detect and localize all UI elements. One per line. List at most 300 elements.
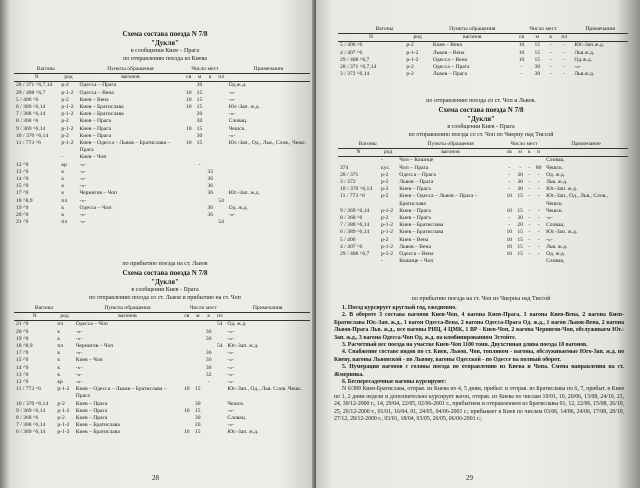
seats-sv: 10: [506, 251, 513, 258]
table-row: [338, 208, 628, 215]
wagon-number: [338, 157, 379, 165]
wagon-type: к: [61, 190, 65, 197]
wagon-number: 20 ^9: [16, 328, 29, 335]
seats-sv: 10: [506, 236, 513, 243]
page-number-left: 28: [152, 474, 159, 482]
table-row: [14, 198, 310, 205]
seats-m: 30: [194, 415, 201, 422]
wagon-number: 374: [340, 164, 349, 171]
wagon-type: р-2: [61, 82, 69, 89]
seats-sv: [504, 157, 515, 165]
note: [227, 169, 310, 176]
note: -»-: [228, 212, 236, 219]
table-row: [14, 219, 310, 226]
header-wagons: Вагоны: [358, 141, 377, 147]
seats-m: 30: [194, 400, 201, 407]
seats-pl: -: [537, 251, 540, 258]
wagon-type: р-1-2: [380, 243, 394, 250]
seats-k: 36: [205, 350, 212, 357]
seats-m: 30: [196, 82, 203, 89]
wagon-type: р-1-2: [57, 422, 70, 429]
route: Одесса – Вена: [432, 56, 468, 63]
table-row: [14, 329, 310, 336]
wagon-type: к: [57, 364, 61, 371]
table-row: [338, 42, 628, 50]
seats-sv: -: [508, 179, 511, 186]
table-row: [14, 212, 310, 219]
table-row: [338, 251, 628, 258]
subheader-sv: св: [183, 74, 194, 82]
route: Чоп – Прага: [399, 164, 429, 171]
seats-sv: [181, 343, 192, 350]
route: Киев – Прага: [79, 118, 112, 125]
seats-sv: [183, 82, 194, 90]
seats-k: -: [549, 56, 552, 63]
wagon-type: р-1-2: [406, 49, 419, 56]
seats-pl: [214, 415, 225, 422]
seats-m: [194, 212, 205, 219]
seats-m: 15: [534, 56, 541, 63]
wagon-number: 8 / 368 ^6: [16, 118, 39, 125]
wagon-number: 6 / 389 ^6,14: [340, 229, 370, 236]
seats-pl: 54: [216, 321, 223, 328]
table-row: [338, 165, 628, 172]
header-points: Пункты обращения: [449, 26, 496, 32]
table-row: [14, 90, 310, 97]
subheader-n: N: [338, 34, 404, 42]
seats-m: [192, 329, 203, 336]
seats-pl: [214, 429, 225, 436]
right-title: Схема состава поезда N 7/8: [438, 106, 524, 114]
note: -»-: [227, 357, 234, 364]
subheader-sv: св: [504, 149, 515, 157]
header-seats: Число мест: [529, 26, 557, 32]
left-footer-1: по прибытию поезда на ст. Львов: [122, 261, 208, 267]
table-row: [14, 140, 310, 154]
note: Юг.-Зап. ж.д.: [227, 343, 259, 350]
route: Киев – Вена: [432, 42, 462, 49]
seats-m: 15: [534, 49, 541, 56]
wagon-number: 29 / 408 ^6,7: [340, 251, 370, 258]
route: Чернигов – Чоп: [75, 343, 114, 350]
wagon-number: 7 / 388 ^6,14: [16, 111, 46, 118]
left-subtitle-1a: в сообщении Киев – Прага: [130, 48, 200, 54]
seats-sv: [183, 154, 194, 161]
note-2: 2. В обороте 3 состава вагонов Киев-Чоп, 4 вагона Киев-Прага, 3 вагона Киев-Вена, 2 вагона Киев-Братислава Юг.-Зап. ж.д., 1 вагон Одесса-Вена, 2 вагона Одесса-Прага Од. ж.д., 1 вагон Львов-Вена, 2 вагона Львов-Прага Льв. ж.д., все вагоны РИЦ, 4 ЦМК, 1 ВР - Киев-Чоп, 2 вагона Чернигов-Чоп, обслуживаем Юг.-Зап. ж.д., 3 вагона Одесса-Чоп Од. ж.д. на комбинированном Эстойте.: [334, 312, 624, 341]
seats-m: [194, 176, 205, 183]
seats-k: [203, 401, 214, 408]
left-subtitle-2b: по отправлению поезда со ст. Львов и прибытию на ст. Чоп: [89, 295, 241, 301]
seats-sv: [181, 336, 192, 343]
seats-m: 15: [196, 104, 203, 111]
seats-pl: [214, 379, 225, 386]
table-row: [14, 372, 310, 379]
seats-m: [192, 343, 203, 350]
seats-sv: [183, 118, 194, 125]
wagon-type: р-1-2: [61, 89, 74, 96]
wagon-number: 18 ^8,9: [16, 343, 33, 350]
seats-pl: [216, 111, 227, 118]
wagon-type: р-1-2: [61, 125, 74, 132]
route: Киев – Братислава: [75, 429, 120, 436]
note: -»-: [227, 364, 234, 371]
seats-pl: -: [563, 71, 566, 78]
table-row: [14, 422, 310, 429]
seats-k: [205, 90, 216, 97]
header-points: Пункты обращения: [104, 305, 151, 311]
seats-m: [515, 157, 526, 165]
seats-k: [205, 219, 216, 226]
table-row: [14, 190, 310, 197]
wagon-number: [338, 258, 379, 265]
left-subtitle-2a: в сообщении Киев - Прага: [131, 287, 199, 293]
seats-m: [194, 190, 205, 197]
wagon-number: 13 ^9: [16, 168, 29, 175]
table-row: [14, 82, 310, 90]
page-number-right: 29: [466, 474, 473, 482]
header-wagons: Вагоны: [36, 66, 55, 72]
seats-pl: 80: [535, 164, 542, 171]
note: [227, 176, 310, 183]
wagon-type: р-1-2: [380, 207, 394, 214]
seats-sv: 10: [183, 407, 190, 414]
seats-pl: [216, 140, 227, 154]
seats-k: [205, 198, 216, 205]
wagon-number: 14 ^9: [16, 364, 29, 371]
seats-pl: [216, 82, 227, 90]
seats-sv: 10: [518, 56, 525, 63]
wagon-number: 8 / 368 ^6: [16, 415, 39, 422]
seats-k: [526, 258, 534, 265]
table-row: [14, 118, 310, 125]
subheader-pl: пл: [216, 74, 227, 82]
route: -»-: [75, 335, 83, 342]
seats-sv: [183, 205, 194, 212]
wagon-number: 8 / 368 ^6: [340, 215, 363, 222]
subheader-k: к: [203, 313, 214, 321]
note: Чешск.: [228, 125, 246, 132]
subheader-n: N: [338, 149, 379, 157]
route: Киев – Вена: [79, 96, 109, 103]
seats-sv: [183, 219, 194, 226]
seats-m: 15: [517, 236, 523, 243]
seats-pl: -: [563, 42, 566, 49]
note: -»-: [228, 89, 236, 96]
seats-m: 20: [194, 422, 201, 429]
wagon-type: пл: [57, 321, 64, 328]
wagon-number: 9 / 369 ^6,14: [16, 407, 46, 414]
wagon-number: 21 ^9: [16, 321, 29, 328]
wagon-number: 10 / 370 ^6,14: [16, 132, 49, 139]
seats-pl: [216, 133, 227, 140]
seats-m: 30: [534, 64, 541, 71]
table-row: [14, 343, 310, 350]
note: Юг.-Зап. ж.д.: [546, 186, 578, 193]
seats-pl: [214, 365, 225, 372]
route: -»-: [75, 371, 83, 378]
subheader-m: м: [194, 74, 205, 82]
note: Од. ж.д.: [228, 204, 248, 211]
wagon-type: к: [57, 357, 61, 364]
seats-k: -: [549, 64, 552, 71]
note: -»-: [227, 407, 234, 414]
wagon-type: к: [57, 350, 61, 357]
note: -»-: [228, 111, 236, 118]
wagon-type: -: [380, 157, 383, 164]
table-row: [14, 401, 310, 408]
seats-k: -: [207, 379, 210, 386]
seats-sv: [181, 329, 192, 336]
seats-sv: 10: [185, 125, 192, 132]
seats-sv: -: [508, 186, 511, 193]
table-row: [14, 126, 310, 133]
seats-pl: -: [537, 222, 540, 229]
wagon-type: р-1-2: [61, 111, 74, 118]
seats-k: [203, 321, 214, 329]
seats-k: [205, 140, 216, 154]
seats-k: [203, 429, 214, 436]
route: Киев – Прага: [75, 400, 108, 407]
wagon-number: 17 ^9: [16, 350, 29, 357]
wagon-type: к: [61, 183, 65, 190]
seats-m: -: [519, 164, 522, 171]
seats-sv: [181, 372, 192, 379]
seats-pl: [214, 336, 225, 343]
header-seats: Число мест: [191, 66, 219, 72]
header-seats: Число мест: [510, 141, 538, 147]
table-row: [338, 172, 628, 179]
route: Киев – Прага: [399, 186, 431, 193]
note: [227, 162, 310, 169]
note: [227, 219, 310, 226]
route: -»-: [79, 183, 87, 190]
route: -»-: [79, 219, 87, 226]
seats-m: 15: [194, 429, 201, 436]
note: Словац.: [227, 415, 247, 422]
seats-pl: [216, 212, 227, 219]
seats-pl: [214, 329, 225, 336]
note: Од.ж.д.: [228, 82, 247, 89]
left-train-name-1: "Дукля": [151, 39, 179, 47]
wagon-number: 4 / 407 ^6: [340, 243, 363, 250]
route: Киев – Братислава: [399, 222, 444, 229]
header-wagons: Вагоны: [375, 26, 394, 32]
seats-pl: -: [537, 186, 540, 193]
seats-pl: -: [537, 193, 540, 200]
seats-k: [205, 82, 216, 90]
seats-sv: [181, 415, 192, 422]
right-footer-top: по отправлению поезда со ст. Чоп и Львов.: [426, 98, 536, 104]
seats-m: [515, 258, 526, 265]
seats-sv: [183, 133, 194, 140]
subheader-wagons: вагонов: [397, 149, 504, 157]
wagon-type: р-1-2: [57, 407, 70, 414]
seats-sv: [183, 198, 194, 205]
subheader-wagons: вагонов: [74, 313, 181, 321]
route: -»-: [75, 328, 83, 335]
seats-k: -: [528, 229, 531, 236]
left-train-name-2: "Дукля": [151, 278, 179, 286]
note-1: 1. Поезд курсирует круглый год, ежедневно.: [342, 305, 457, 311]
wagon-type: р-1-2: [380, 222, 394, 229]
wagon-type: к: [61, 176, 65, 183]
seats-sv: [181, 357, 192, 364]
seats-pl: [533, 157, 544, 165]
note: Словац.: [546, 258, 565, 265]
route: -»-: [75, 350, 83, 357]
seats-sv: 10: [185, 96, 192, 103]
wagon-type: р-2: [406, 71, 414, 78]
wagon-number: 28 / 371 ^6,7,14: [340, 64, 377, 71]
seats-k: -: [528, 164, 531, 171]
wagon-type: р-2: [406, 64, 414, 71]
seats-k: -: [528, 222, 531, 229]
wagon-number: 13 ^9: [16, 371, 29, 378]
table-row: [338, 179, 628, 186]
route: Киев – Вена: [399, 236, 429, 243]
table-row: [338, 193, 628, 207]
wagon-type: р-2: [380, 215, 389, 222]
wagon-type: р-2: [380, 236, 389, 243]
note: Льв.ж.д.: [574, 49, 595, 56]
seats-sv: 10: [518, 42, 525, 49]
seats-sv: [183, 183, 194, 190]
table-row: [14, 183, 310, 190]
seats-pl: [216, 126, 227, 133]
note: [227, 183, 310, 190]
note: -»-: [574, 64, 581, 71]
note: Юг.-Зап., Од., Льв. Слов. Чешс.: [227, 386, 303, 393]
note: -»-: [227, 371, 234, 378]
table-row: [338, 157, 628, 165]
note-6: 6. Беспересадочные вагоны курсируют:: [342, 379, 447, 386]
wagon-type: р-1-2: [57, 429, 70, 436]
seats-m: 15: [517, 251, 523, 258]
seats-m: 15: [196, 125, 203, 132]
seats-k: [203, 386, 214, 400]
note-5: 5. Нумерация вагонов с головы поезда по отправлению из Киева и Чопа. Смена направления на ст. Жмеринка.: [334, 364, 624, 378]
seats-k: 32: [207, 168, 214, 175]
seats-k: [203, 422, 214, 429]
seats-k: 36: [205, 357, 212, 364]
note: [227, 198, 310, 205]
wagon-type: к: [61, 204, 65, 211]
seats-sv: -: [508, 222, 511, 229]
seats-k: 36: [207, 212, 214, 219]
note: Юг.-Зап.ж.д.: [574, 42, 605, 49]
right-page: [316, 0, 640, 488]
header-seats: Число мест: [189, 305, 217, 311]
seats-m: 30: [196, 132, 203, 139]
note: Льв. ж.д.: [546, 179, 568, 186]
note: Юг.-Зап. ж.д.: [546, 229, 578, 236]
note: Юг.-Зап., Од., Льв., Слов., Чешск.: [546, 193, 609, 207]
route: Одесса – Чоп: [79, 204, 112, 211]
subheader-type: род: [404, 34, 431, 42]
seats-k: -: [528, 207, 531, 214]
header-notes: Примечания: [252, 305, 283, 311]
seats-m: [194, 198, 205, 205]
wagon-number: 5 / 406 ^6: [340, 42, 363, 49]
route: Львов – Вена: [432, 49, 465, 56]
seats-m: 15: [517, 229, 523, 236]
route: Львов – Прага: [399, 179, 434, 186]
seats-sv: 10: [518, 49, 525, 56]
route: -»-: [79, 212, 87, 219]
route: Одесса – Чоп: [75, 321, 108, 328]
table-row: [14, 162, 310, 169]
seats-pl: -: [537, 236, 540, 243]
table-row: [338, 57, 628, 64]
subheader-pl: пл: [556, 34, 572, 42]
wagon-number: 18 ^8,9: [16, 197, 33, 204]
wagon-number: 12 ^9: [16, 379, 29, 386]
subheader-k: к: [545, 34, 556, 42]
wagon-type: -: [61, 154, 64, 161]
seats-pl: [214, 401, 225, 408]
table-row: [14, 379, 310, 386]
seats-m: [194, 169, 205, 176]
table-row: [14, 104, 310, 111]
wagon-type: р-2: [380, 171, 389, 178]
seats-sv: 10: [506, 229, 513, 236]
wagon-type: р-1-2: [61, 140, 74, 147]
subheader-m: м: [192, 313, 203, 321]
seats-pl: -: [537, 179, 540, 186]
seats-m: 15: [194, 386, 201, 393]
left-subtitle-1b: по отправлению поезда из Киева: [123, 56, 207, 62]
table-row: [338, 244, 628, 251]
seats-pl: -: [537, 229, 540, 236]
subheader-type: род: [379, 149, 397, 157]
wagon-number: 21 ^9: [16, 219, 29, 226]
seats-m: 30: [517, 186, 523, 193]
wagon-type: к: [57, 371, 61, 378]
right-subtitle-a: в сообщении Киев - Прага: [447, 124, 515, 130]
note: -»-: [227, 379, 234, 386]
note: Словац.: [546, 157, 565, 164]
seats-m: 15: [517, 207, 523, 214]
wagon-type: пл: [57, 343, 64, 350]
wagon-number: 3 / 372 ^6,14: [340, 71, 370, 78]
table-row: [338, 215, 628, 222]
table-row: [338, 50, 628, 57]
subheader-pl: пл: [214, 313, 225, 321]
seats-sv: 10: [185, 89, 192, 96]
wagon-type: -: [380, 258, 383, 265]
seats-pl: [214, 386, 225, 400]
seats-sv: [181, 422, 192, 429]
seats-k: 36: [205, 335, 212, 342]
wagon-type: р-2: [57, 400, 65, 407]
wagon-number: 20 ^9: [16, 212, 29, 219]
note-6-detail: N 6/389 Киев-Братислава, отправ. из Киева по 4, 5 дням, прибыт. и отправ. из Братиславы по 6, 7, прибыт. в Киев по 1, 2 дням недели и дополнительно курсирует вагон, отправ. из Киева по числам 10/01, 10, 20/06, 13/08, 24/10, 23, 24, 30/12-2000 г., 14, 29/04, 22/05, 02/06-2001 г., прибытием и отправлением из Братиславы 01, 12, 22/06, 15/08, 26/10, 25, 26/12-2000 г., 01/01, 16/04, 01, 24/05, 04/06-2001 г.; прибывает в Киев по числам 03/06, 14/06, 24/06, 17/08, 28/10, 27/12, 28/12-2000 г., 03/01, 18/04, 03/05, 26/05, 06/06-2001 г.;: [334, 386, 624, 423]
header-notes: Примечания: [585, 26, 615, 32]
seats-pl: [216, 97, 227, 104]
table-row: [14, 97, 310, 104]
seats-m: 15: [196, 140, 203, 147]
seats-pl: [216, 118, 227, 125]
wagon-number: 11 / 773 ^6: [16, 386, 41, 393]
table-row: [338, 186, 628, 193]
route: -»-: [75, 379, 83, 386]
seats-sv: [183, 169, 194, 176]
seats-k: [526, 157, 534, 165]
wagon-number: 11 / 773 ^6: [340, 193, 365, 200]
seats-pl: [216, 183, 227, 190]
seats-pl: [533, 258, 544, 265]
wagon-type: р-2: [380, 193, 389, 200]
